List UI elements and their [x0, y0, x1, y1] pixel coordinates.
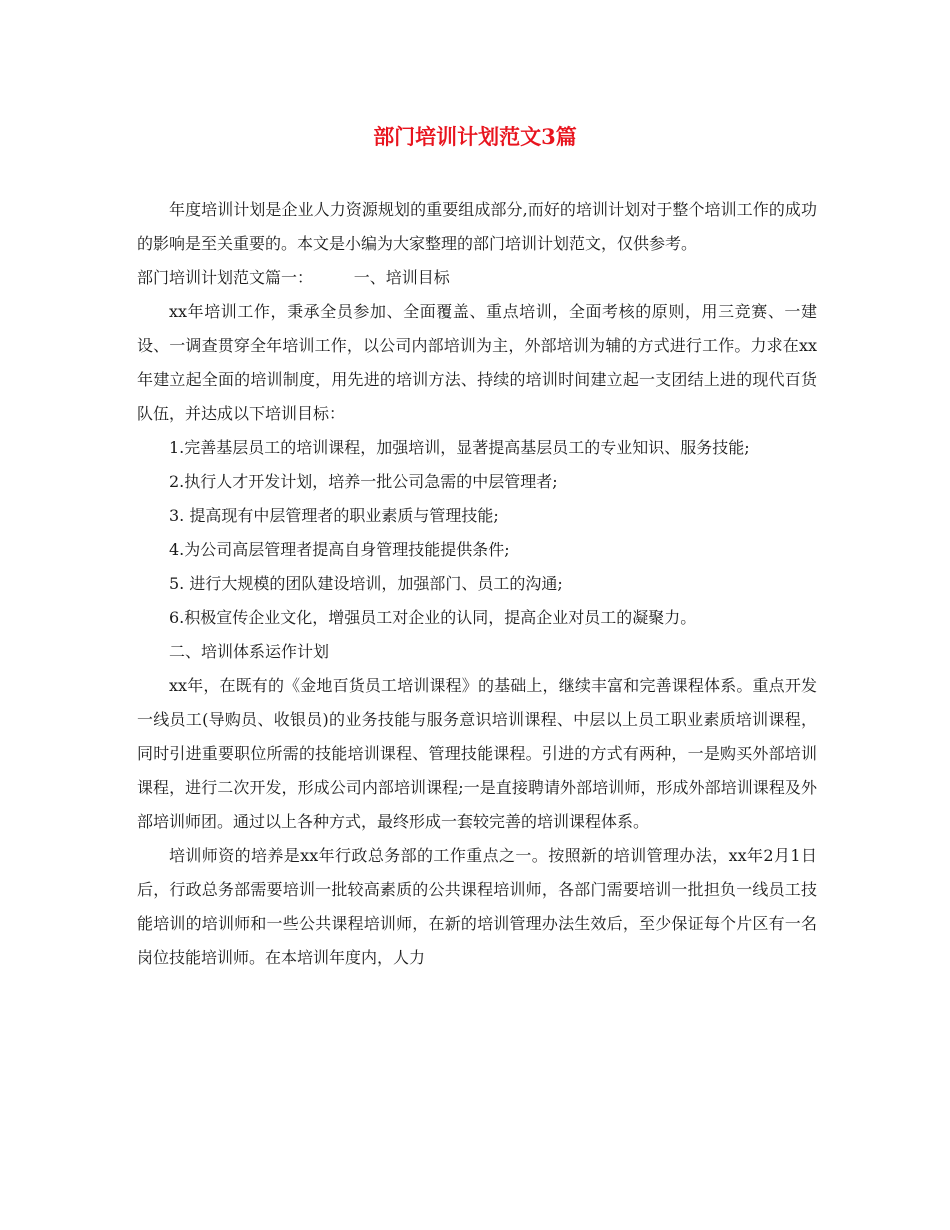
body-paragraph: xx年培训工作，秉承全员参加、全面覆盖、重点培训，全面考核的原则，用三竞赛、一建设、一调查贯穿全年培训工作，以公司内部培训为主，外部培训为辅的方式进行工作。力求在xx年建立起全面的培训制度，用先进的培训方法、持续的培训时间建立起一支团结上进的现代百货队伍，并达成以下培训目标：	[137, 302, 817, 423]
body-paragraph: xx年，在既有的《金地百货员工培训课程》的基础上，继续丰富和完善课程体系。重点开发一线员工(导购员、收银员)的业务技能与服务意识培训课程、中层以上员工职业素质培训课程，同时引进重要职位所需的技能培训课程、管理技能课程。引进的方式有两种，一是购买外部培训课程，进行二次开发，形成公司内部培训课程;一是直接聘请外部培训师，形成外部培训课程及外部培训师团。通过以上各种方式，最终形成一套较完善的培训课程体系。	[137, 676, 817, 831]
list-item: 5. 进行大规模的团队建设培训，加强部门、员工的沟通;	[169, 574, 563, 593]
section-heading: 部门培训计划范文篇一： 一、培训目标	[137, 268, 450, 287]
document-title: 部门培训计划范文3篇	[373, 124, 577, 149]
list-item: 1.完善基层员工的培训课程，加强培训，显著提高基层员工的专业知识、服务技能;	[169, 438, 750, 457]
list-item: 3. 提高现有中层管理者的职业素质与管理技能;	[169, 506, 499, 525]
list-item: 4.为公司高层管理者提高自身管理技能提供条件;	[169, 540, 510, 559]
body-paragraph: 培训师资的培养是xx年行政总务部的工作重点之一。按照新的培训管理办法，xx年2月1日后，行政总务部需要培训一批较高素质的公共课程培训师，各部门需要培训一批担负一线员工技能培训的培训师和一些公共课程培训师，在新的培训管理办法生效后，至少保证每个片区有一名岗位技能培训师。在本培训年度内，人力	[137, 846, 817, 967]
document-body	[137, 193, 817, 975]
list-item: 2.执行人才开发计划，培养一批公司急需的中层管理者;	[169, 472, 558, 491]
subsection-heading: 二、培训体系运作计划	[169, 642, 330, 661]
list-item: 6.积极宣传企业文化，增强员工对企业的认同，提高企业对员工的凝聚力。	[169, 608, 697, 627]
intro-paragraph: 年度培训计划是企业人力资源规划的重要组成部分,而好的培训计划对于整个培训工作的成功的影响是至关重要的。本文是小编为大家整理的部门培训计划范文，仅供参考。	[137, 200, 817, 253]
